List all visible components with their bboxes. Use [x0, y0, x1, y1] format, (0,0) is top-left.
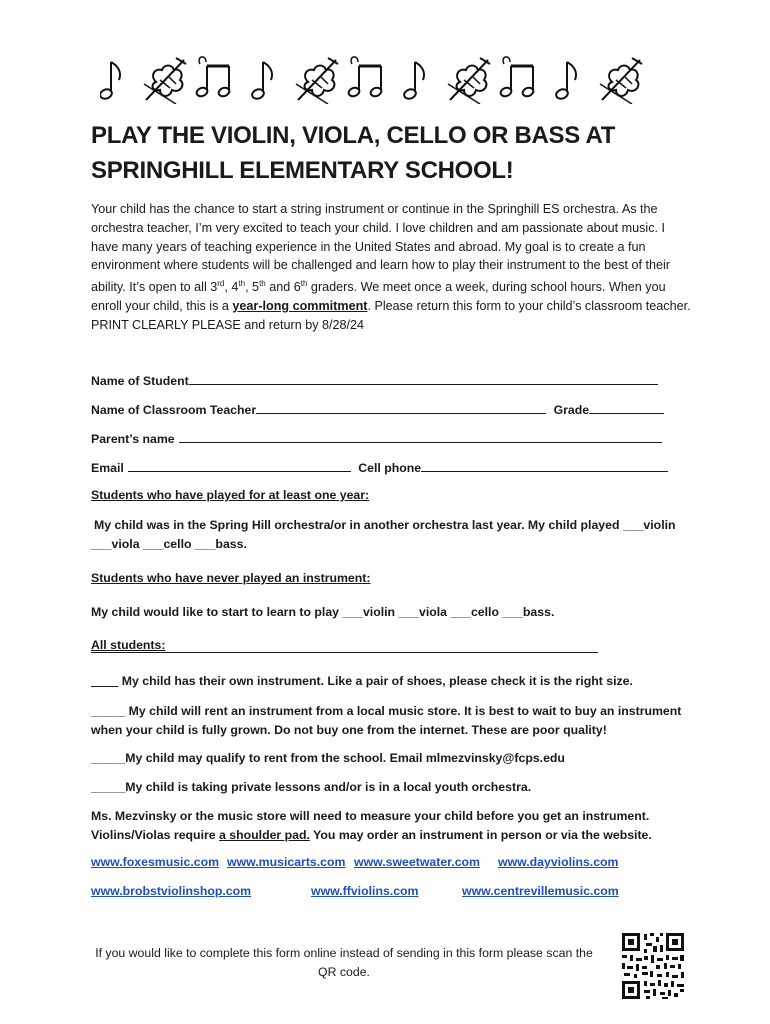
music-notes-banner	[100, 52, 660, 104]
link-day-violins[interactable]: www.dayviolins.com	[498, 855, 619, 869]
never-played-heading: Students who have never played an instrument:	[91, 571, 371, 585]
student-name-field[interactable]: Name of Student	[91, 372, 658, 388]
violin-icon	[600, 58, 642, 104]
school-rental-option[interactable]: _____My child may qualify to rent from the school. Email mlmezvinsky@fcps.edu	[91, 751, 565, 765]
violin-icon	[296, 58, 338, 104]
student-name-line[interactable]	[189, 372, 658, 385]
rent-instrument-option[interactable]: _____ My child will rent an instrument from a local music store. It is best to wait to buy an instrument when your child is fully grown. Do not buy one from the internet. These are poor quality!	[91, 704, 682, 737]
title-line-2: SPRINGHILL ELEMENTARY SCHOOL!	[91, 157, 514, 184]
link-ff-violins[interactable]: www.ffviolins.com	[311, 884, 419, 898]
violin-icon	[144, 58, 186, 104]
beamed-notes-icon	[347, 57, 382, 98]
link-centreville-music[interactable]: www.centrevillemusic.com	[462, 884, 619, 898]
beamed-notes-icon	[499, 57, 534, 98]
private-lessons-option[interactable]: _____My child is taking private lessons and/or is in a local youth orchestra.	[91, 780, 532, 794]
parent-name-field[interactable]: Parent’s name	[91, 430, 662, 446]
measure-paragraph: Ms. Mezvinsky or the music store will need to measure your child before you get an instrument. Violins/Violas require a shoulder pad. You may order an instrument in person or via the website.	[91, 809, 652, 842]
grade-line[interactable]	[589, 401, 664, 414]
own-instrument-option[interactable]: ____ My child has their own instrument. Like a pair of shoes, please check it is the right size.	[91, 674, 633, 688]
footer-note: If you would like to complete this form online instead of sending in this form please scan the QR code.	[95, 946, 593, 979]
link-music-arts[interactable]: www.musicarts.com	[227, 855, 346, 869]
beamed-notes-icon	[195, 57, 230, 98]
classroom-teacher-field[interactable]: Name of Classroom Teacher Grade	[91, 401, 664, 417]
eighth-note-icon	[100, 62, 120, 100]
eighth-note-icon	[251, 62, 272, 100]
classroom-teacher-line[interactable]	[256, 401, 546, 414]
all-students-heading: All students:	[91, 638, 598, 653]
qr-code-icon[interactable]	[620, 931, 686, 1001]
cell-phone-line[interactable]	[421, 459, 668, 472]
shoulder-pad-emphasis: a shoulder pad.	[219, 827, 310, 842]
link-foxes-music[interactable]: www.foxesmusic.com	[91, 855, 220, 869]
parent-name-line[interactable]	[179, 430, 662, 443]
link-brobst-violin-shop[interactable]: www.brobstviolinshop.com	[91, 884, 252, 898]
played-heading: Students who have played for at least one year:	[91, 488, 370, 502]
violin-icon	[448, 58, 490, 104]
eighth-note-icon	[403, 62, 424, 100]
title-line-1: PLAY THE VIOLIN, VIOLA, CELLO OR BASS AT	[91, 122, 616, 149]
played-text: My child was in the Spring Hill orchestra/or in another orchestra last year. My child played ___violin ___viola ___cello ___bass.	[91, 518, 676, 551]
email-line[interactable]	[128, 459, 351, 472]
page-title	[91, 118, 691, 188]
link-sweetwater[interactable]: www.sweetwater.com	[354, 855, 480, 869]
commitment-emphasis: year-long commitment	[232, 299, 368, 314]
never-played-text: My child would like to start to learn to play ___violin ___viola ___cello ___bass.	[91, 605, 555, 619]
eighth-note-icon	[555, 62, 576, 100]
intro-paragraph: Your child has the chance to start a string instrument or continue in the Springhill ES orchestra. As the orchestra teacher, I’m very excited to teach your child. I love children and am passionate about music. I have many years of teaching experience in the United States and abroad. My goal is to create a fun environment where students will be challenged and learn how to play their instrument to the best of their ability. It’s open to all 3rd, 4th, 5th and 6th graders. We meet once a week, during school hours. When you enroll your child, this is a year-long commitment. Please return this form to your child’s classroom teacher. PRINT CLEARLY PLEASE and return by 8/28/24	[91, 202, 691, 332]
email-field[interactable]: Email Cell phone	[91, 459, 668, 475]
